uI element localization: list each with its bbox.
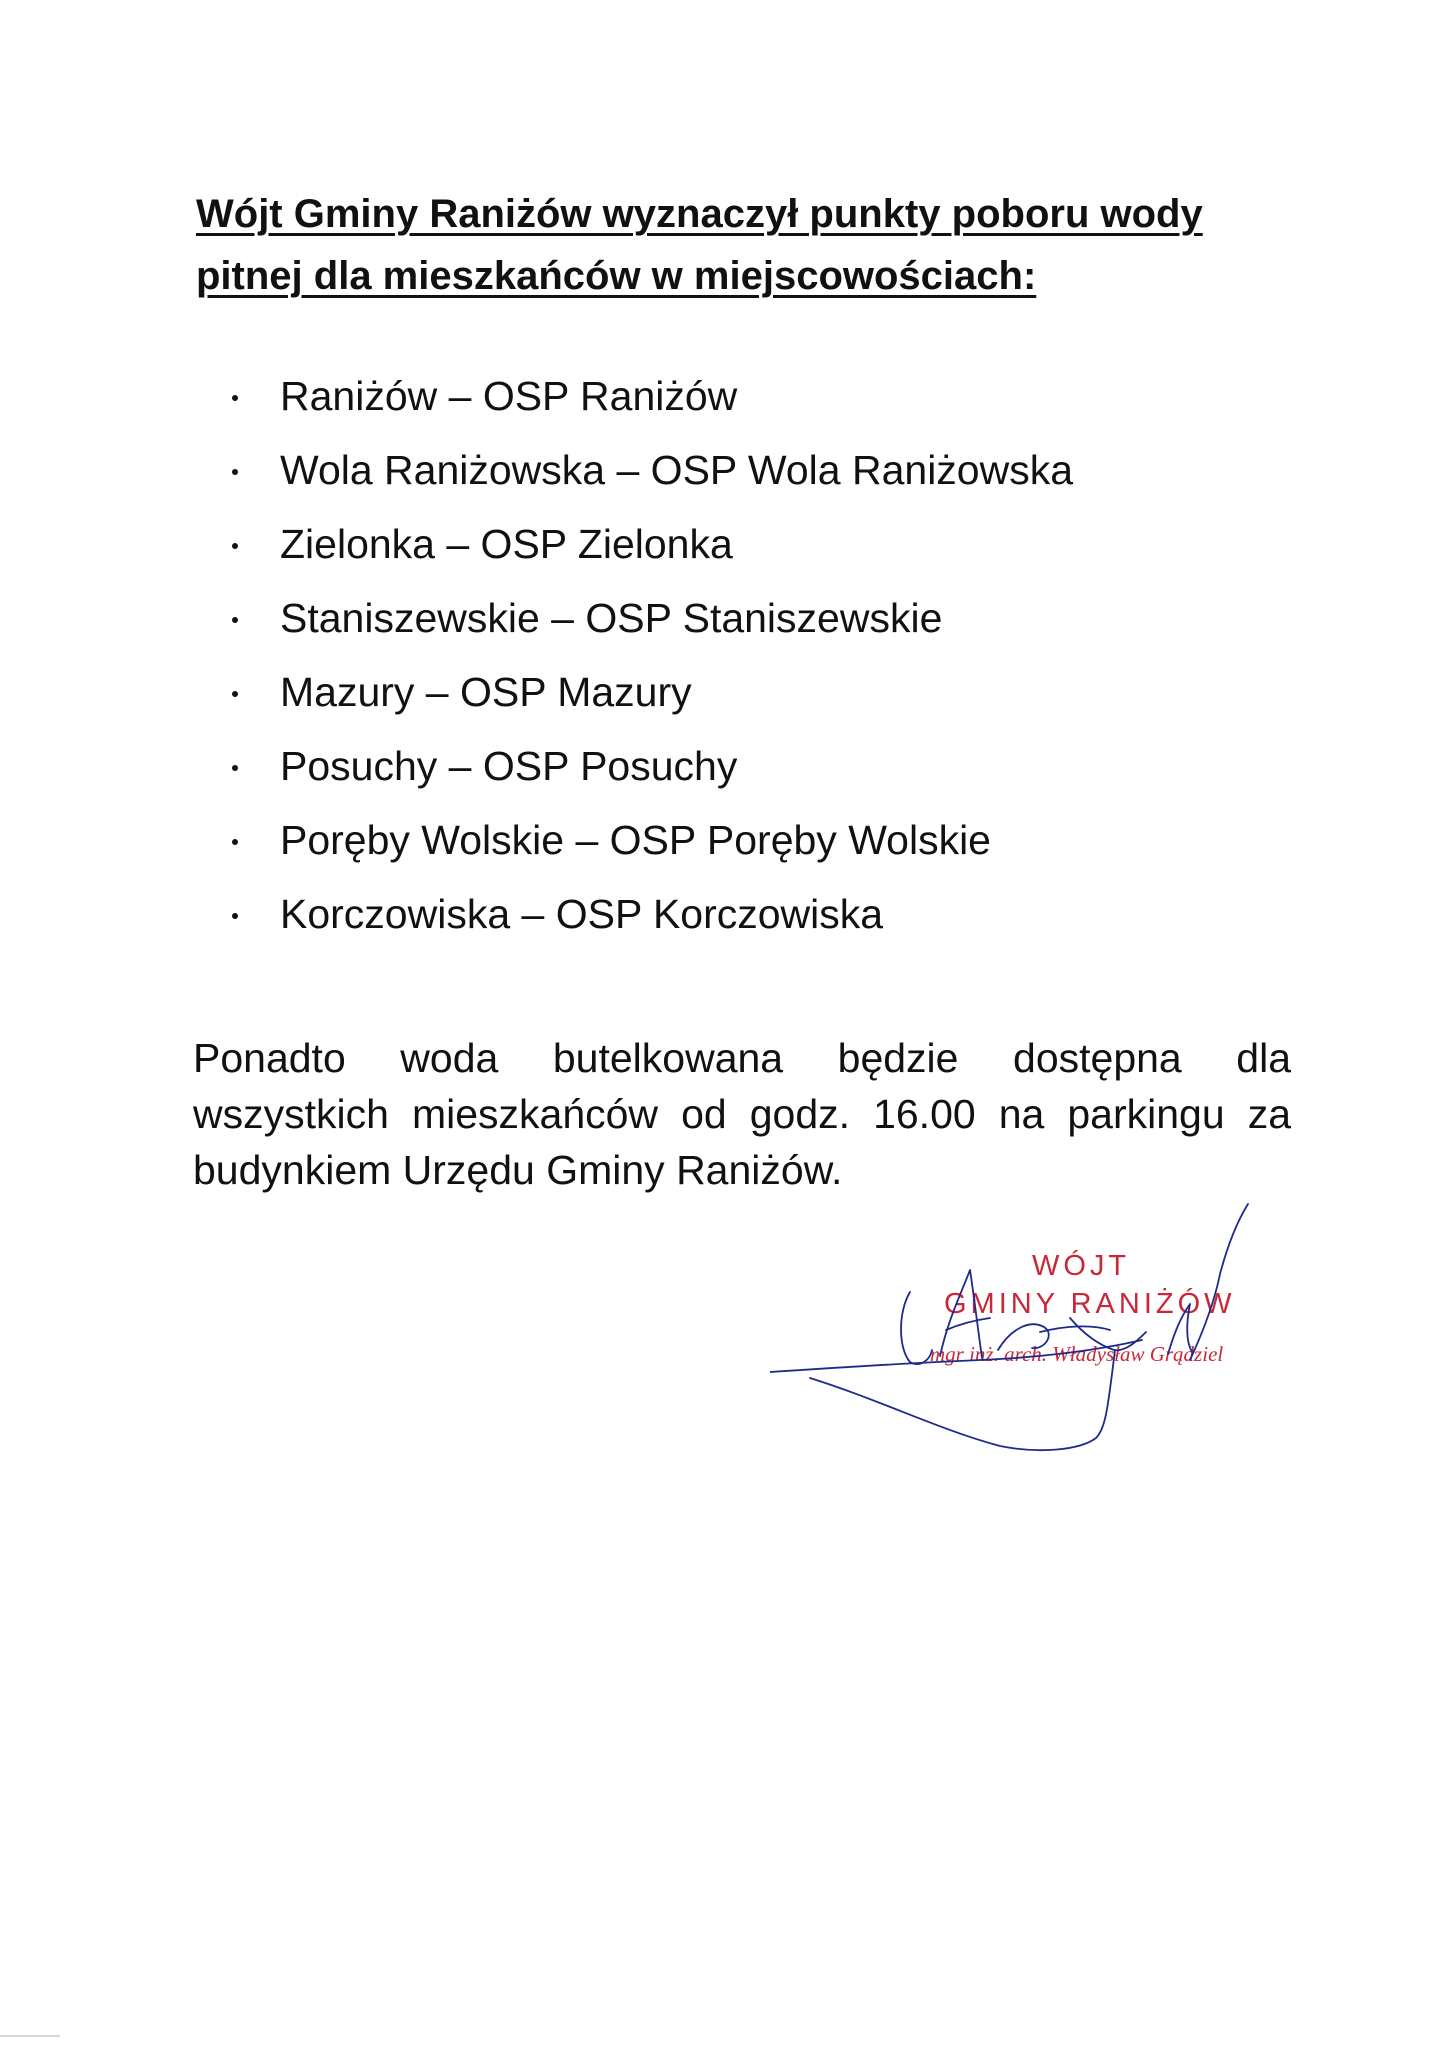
list-item-text: Mazury – OSP Mazury: [280, 669, 692, 715]
notice-line-3: budynkiem Urzędu Gminy Raniżów.: [193, 1147, 843, 1193]
list-item-text: Zielonka – OSP Zielonka: [280, 521, 733, 567]
bullet-icon: [232, 913, 238, 919]
stamp-title-line-2: GMINY RANIŻÓW: [944, 1288, 1236, 1320]
stamp-official-name: mgr inż. arch. Władysław Grądziel: [930, 1342, 1224, 1366]
bullet-icon: [232, 839, 238, 845]
list-item-text: Poręby Wolskie – OSP Poręby Wolskie: [280, 817, 991, 863]
bullet-icon: [232, 691, 238, 697]
document-heading: [196, 183, 1306, 307]
notice-line-2: wszystkich mieszkańców od godz. 16.00 na parkingu za: [193, 1091, 1291, 1137]
bullet-icon: [232, 765, 238, 771]
bullet-icon: [232, 543, 238, 549]
bottled-water-notice: [193, 1030, 1291, 1198]
list-item-text: Staniszewskie – OSP Staniszewskie: [280, 595, 943, 641]
list-item-text: Korczowiska – OSP Korczowiska: [280, 891, 884, 937]
list-item-text: Wola Raniżowska – OSP Wola Raniżowska: [280, 447, 1074, 493]
list-item-text: Posuchy – OSP Posuchy: [280, 743, 738, 789]
bullet-icon: [232, 469, 238, 475]
bullet-icon: [232, 395, 238, 401]
stamp-title-line-1: WÓJT: [1032, 1250, 1131, 1282]
heading-line-1: Wójt Gminy Raniżów wyznaczył punkty poboru wody: [196, 192, 1203, 236]
list-item-text: Raniżów – OSP Raniżów: [280, 373, 738, 419]
handwritten-signature: [770, 1200, 1290, 1480]
bullet-icon: [232, 617, 238, 623]
official-stamp: [770, 1200, 1290, 1480]
scan-edge-mark: [0, 2035, 60, 2037]
heading-line-2: pitnej dla mieszkańców w miejscowościach:: [196, 254, 1037, 298]
notice-line-1: Ponadto woda butelkowana będzie dostępna dla: [193, 1035, 1291, 1081]
